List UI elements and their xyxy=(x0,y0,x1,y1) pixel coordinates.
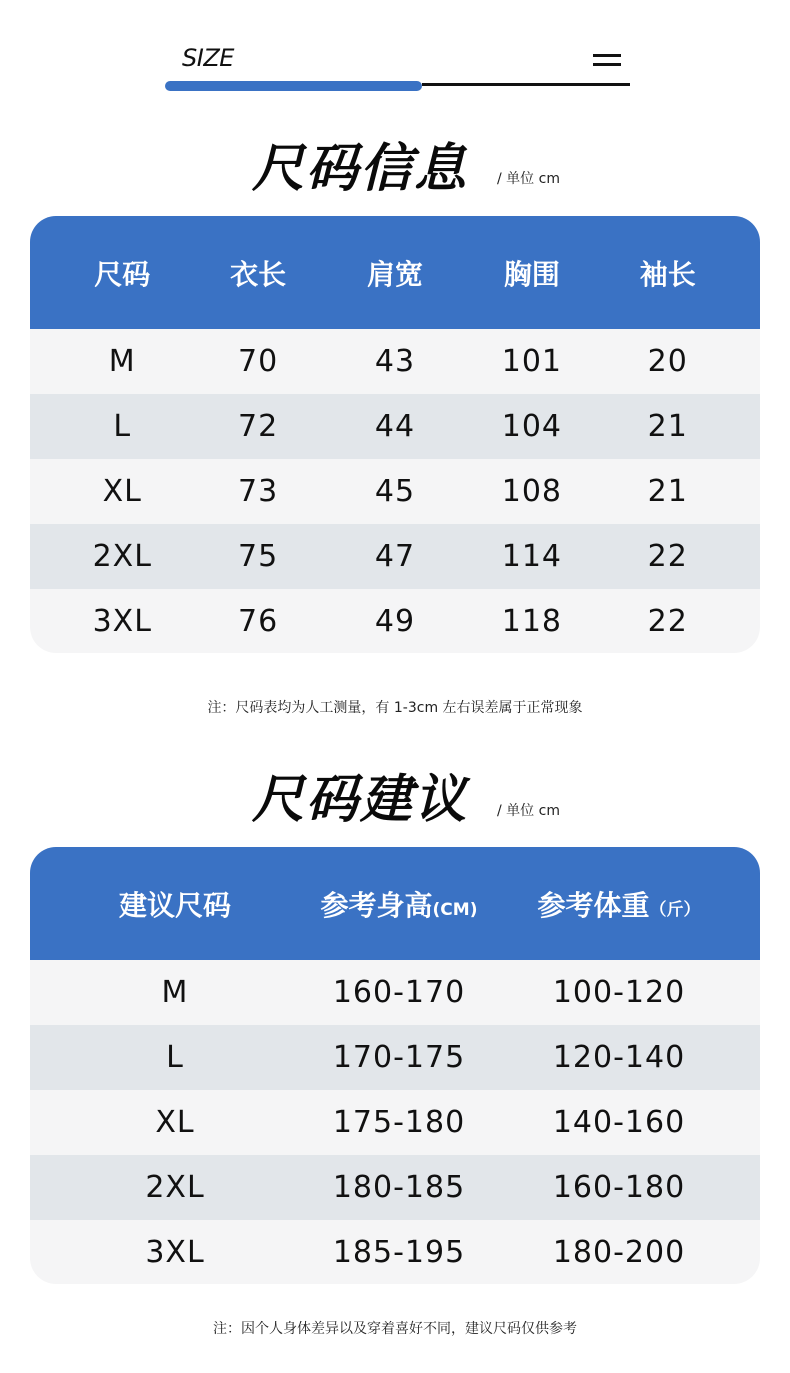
table-cell: 118 xyxy=(501,604,562,639)
table-cell: 21 xyxy=(647,409,688,444)
table-row xyxy=(30,1090,760,1155)
table-cell: 100-120 xyxy=(552,975,686,1010)
header-divider-line xyxy=(422,83,630,86)
col-header-weight xyxy=(478,884,760,924)
col-header-size: 尺码 xyxy=(94,257,151,291)
table-cell: 3XL xyxy=(145,1235,205,1270)
size-info-note: 注：尺码表均为人工测量，有 1-3cm 左右误差属于正常现象 xyxy=(207,700,583,716)
menu-icon[interactable] xyxy=(593,50,621,68)
table-cell: 75 xyxy=(238,539,279,574)
col-header-height-unit: (CM) xyxy=(432,899,478,920)
table-cell: 43 xyxy=(374,344,416,379)
table-cell: 140-160 xyxy=(552,1105,686,1140)
table-cell: 108 xyxy=(501,474,562,509)
table-row xyxy=(30,394,760,459)
table-cell: 185-195 xyxy=(332,1235,466,1270)
size-info-unit: / 单位 cm xyxy=(497,171,560,187)
table-cell: 180-185 xyxy=(332,1170,466,1205)
table-cell: 160-180 xyxy=(552,1170,686,1205)
col-header-height xyxy=(320,884,478,924)
table-cell: 2XL xyxy=(145,1170,205,1205)
table-cell: XL xyxy=(155,1105,195,1140)
size-advice-table xyxy=(30,847,760,1284)
table-cell: 76 xyxy=(238,604,279,639)
size-advice-title: 尺码建议 xyxy=(252,770,469,830)
table-cell: 2XL xyxy=(92,539,152,574)
table-cell: 47 xyxy=(374,539,416,574)
size-advice-note: 注：因个人身体差异以及穿着喜好不同，建议尺码仅供参考 xyxy=(213,1321,577,1337)
table-cell: M xyxy=(108,344,136,379)
table-cell: 72 xyxy=(238,409,279,444)
table-cell: M xyxy=(161,975,189,1010)
table-cell: 180-200 xyxy=(552,1235,686,1270)
col-header-shoulder: 肩宽 xyxy=(366,257,423,291)
table-row xyxy=(30,1025,760,1090)
table-cell: 160-170 xyxy=(332,975,466,1010)
col-header-sleeve: 袖长 xyxy=(639,257,696,291)
table-row xyxy=(30,589,760,653)
table-cell: 170-175 xyxy=(332,1040,466,1075)
size-info-table xyxy=(30,216,760,653)
size-advice-header-row xyxy=(30,847,760,960)
table-cell: 120-140 xyxy=(552,1040,686,1075)
table-cell: 49 xyxy=(374,604,416,639)
table-cell: L xyxy=(113,409,132,444)
table-cell: 20 xyxy=(647,344,688,379)
col-header-advised-size xyxy=(30,884,320,924)
col-header-advised-size-label: 建议尺码 xyxy=(118,888,231,922)
table-row xyxy=(30,329,760,394)
table-cell: 44 xyxy=(374,409,416,444)
table-cell: XL xyxy=(102,474,142,509)
table-row xyxy=(30,459,760,524)
col-header-height-label: 参考身高 xyxy=(320,888,433,922)
table-row xyxy=(30,524,760,589)
table-row xyxy=(30,960,760,1025)
col-header-chest: 胸围 xyxy=(503,257,560,291)
col-header-weight-unit: （斤） xyxy=(649,899,701,920)
col-header-weight-label: 参考体重 xyxy=(537,888,650,922)
table-cell: 3XL xyxy=(92,604,152,639)
size-label: SIZE xyxy=(182,44,234,72)
table-cell: 21 xyxy=(647,474,688,509)
table-cell: 45 xyxy=(374,474,416,509)
table-cell: L xyxy=(166,1040,184,1075)
table-cell: 104 xyxy=(501,409,562,444)
size-advice-unit: / 单位 cm xyxy=(497,803,560,819)
col-header-length: 衣长 xyxy=(230,257,287,291)
table-row xyxy=(30,1155,760,1220)
table-cell: 175-180 xyxy=(332,1105,466,1140)
table-cell: 101 xyxy=(501,344,562,379)
size-info-title: 尺码信息 xyxy=(252,139,469,199)
table-cell: 22 xyxy=(647,604,688,639)
table-cell: 73 xyxy=(238,474,279,509)
header-accent-bar xyxy=(165,81,422,91)
table-cell: 22 xyxy=(647,539,688,574)
size-info-header-row xyxy=(30,216,760,329)
table-cell: 70 xyxy=(238,344,279,379)
table-cell: 114 xyxy=(501,539,562,574)
table-row xyxy=(30,1220,760,1284)
